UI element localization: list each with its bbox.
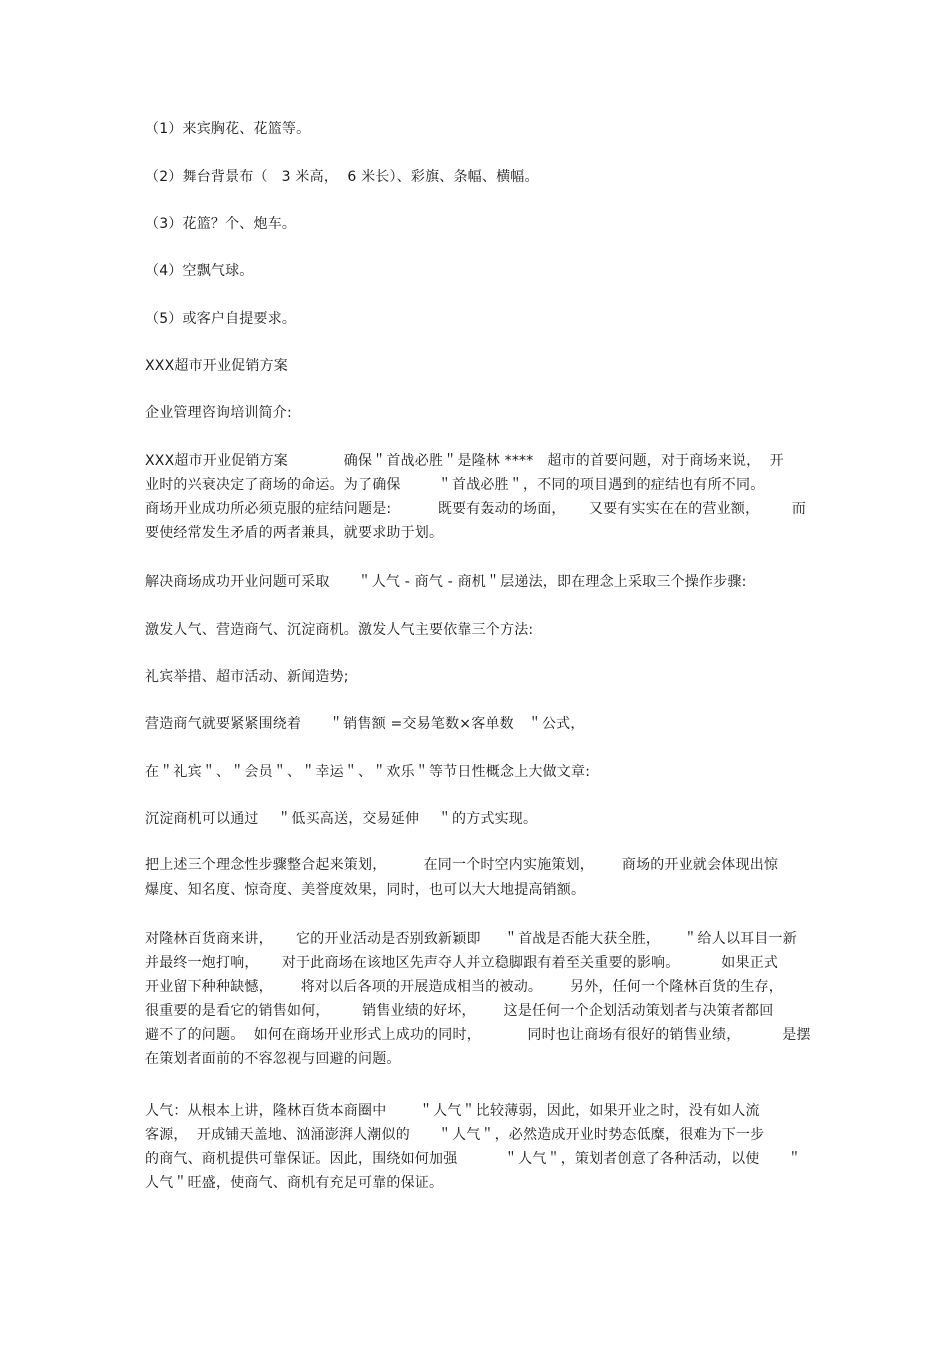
paragraph-line: 解决商场成功开业问题可采取 ＂人气 - 商气 - 商机＂层递法，即在理念上采取三个操作步骤: bbox=[145, 574, 747, 590]
paragraph-line: 的商气、商机提供可靠保证。因此，围绕如何加强 ＂人气＂，策划者创意了各种活动，以使 ＂ bbox=[145, 1151, 802, 1167]
paragraph-line: 在＂礼宾＂、＂会员＂、＂幸运＂、＂欢乐＂等节日性概念上大做文章: bbox=[145, 764, 591, 780]
list-item: （2）舞台背景布（ 3 米高， 6 米长）、彩旗、条幅、横幅。 bbox=[145, 169, 539, 185]
paragraph-line: 商场开业成功所必须克服的症结问题是: 既要有轰动的场面， 又要有实实在在的营业额， 而 bbox=[145, 501, 807, 517]
paragraph-line: 很重要的是看它的销售如何， 销售业绩的好坏， 这是任何一个企划活动策划者与决策者都回 bbox=[145, 1003, 774, 1019]
document-title: XXX超市开业促销方案 bbox=[145, 358, 288, 374]
paragraph-line: 开业留下种种缺憾， 将对以后各项的开展造成相当的被动。 另外，任何一个隆林百货的生存， bbox=[145, 979, 783, 995]
paragraph-line: 把上述三个理念性步骤整合起来策划， 在同一个时空内实施策划， 商场的开业就会体现出惊 bbox=[145, 857, 779, 873]
paragraph-line: 营造商气就要紧紧围绕着 ＂销售额 =交易笔数×客单数 ＂公式， bbox=[145, 716, 585, 732]
paragraph-line: 爆度、知名度、惊奇度、美誉度效果，同时，也可以大大地提高销额。 bbox=[145, 882, 586, 898]
paragraph-line: 避不了的问题。 如何在商场开业形式上成功的同时， 同时也让商场有很好的销售业绩， 是摆 bbox=[145, 1027, 811, 1043]
list-item: （3）花篮？个、炮车。 bbox=[145, 216, 297, 232]
paragraph-line: 在策划者面前的不容忽视与回避的问题。 bbox=[145, 1051, 401, 1067]
paragraph-line: 客源， 开成铺天盖地、汹涌澎湃人潮似的 ＂人气＂，必然造成开业时势态低糜，很难为下一步 bbox=[145, 1127, 765, 1143]
paragraph-line: 人气＂旺盛，使商气、商机有充足可靠的保证。 bbox=[145, 1175, 444, 1191]
paragraph-line: XXX超市开业促销方案 确保＂首战必胜＂是隆林 **** 超市的首要问题，对于商场来说， 开 bbox=[145, 453, 784, 469]
paragraph-line: 沉淀商机可以通过 ＂低买高送，交易延伸 ＂的方式实现。 bbox=[145, 811, 538, 827]
list-item: （4）空飘气球。 bbox=[145, 263, 254, 279]
paragraph-line: 人气：从根本上讲，隆林百货本商圈中 ＂人气＂比较薄弱，因此，如果开业之时，没有如人流 bbox=[145, 1103, 760, 1119]
paragraph-line: 对隆林百货商来讲， 它的开业活动是否别致新颖即 ＂首战是否能大获全胜， ＂给人以耳目一新 bbox=[145, 931, 797, 947]
paragraph-line: 激发人气、营造商气、沉淀商机。激发人气主要依靠三个方法: bbox=[145, 622, 534, 638]
paragraph-line: 礼宾举措、超市活动、新闻造势; bbox=[145, 669, 349, 685]
list-item: （5）或客户自提要求。 bbox=[145, 311, 297, 327]
section-heading: 企业管理咨询培训简介: bbox=[145, 405, 292, 421]
list-item: （1）来宾胸花、花篮等。 bbox=[145, 121, 311, 137]
paragraph-line: 要使经常发生矛盾的两者兼具，就要求助于划。 bbox=[145, 525, 444, 541]
paragraph-line: 并最终一炮打响， 对于此商场在该地区先声夺人并立稳脚跟有着至关重要的影响。 如果正式 bbox=[145, 955, 779, 971]
paragraph-line: 业时的兴衰决定了商场的命运。为了确保 ＂首战必胜＂，不同的项目遇到的症结也有所不同。 bbox=[145, 477, 765, 493]
